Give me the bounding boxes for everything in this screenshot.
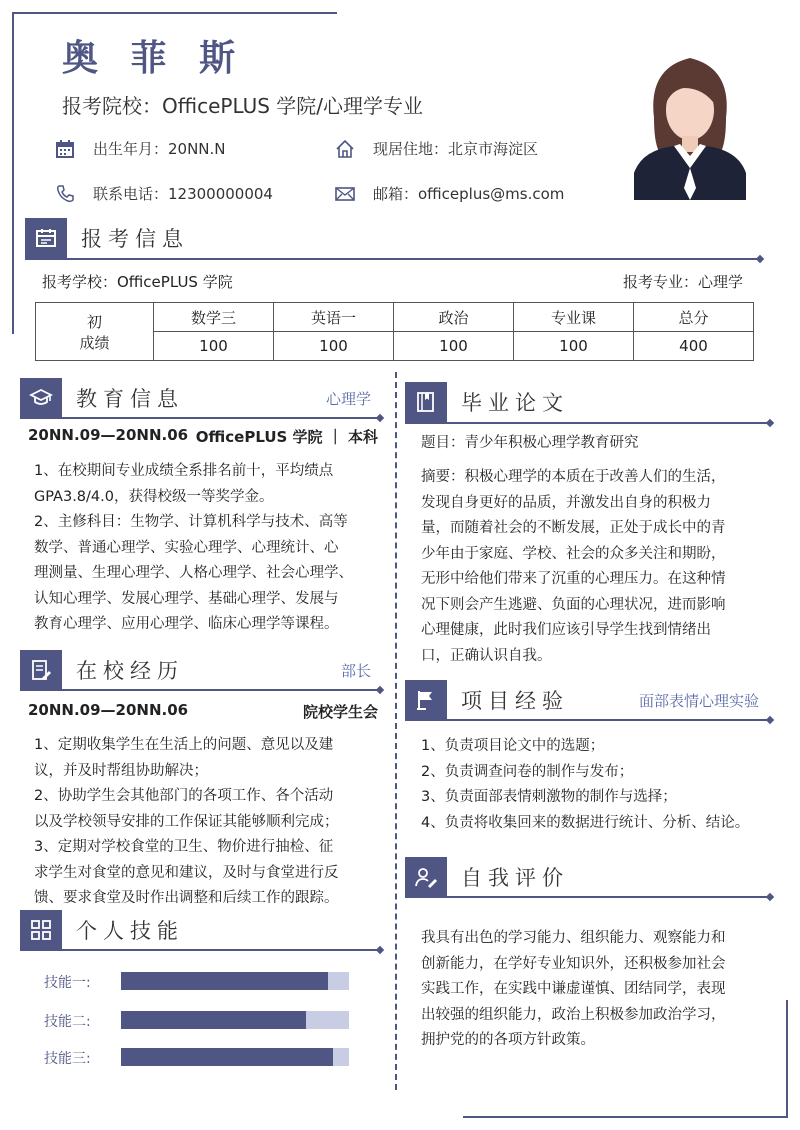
- mail-icon: [335, 184, 355, 204]
- skill-bar-fill: [121, 972, 328, 990]
- skill-bar-track: [121, 1048, 349, 1066]
- campus-org: 院校学生会: [302, 703, 378, 721]
- birth-info: [55, 138, 226, 159]
- score-row-label-bottom: 成绩: [79, 333, 110, 352]
- campus-tag: 部长: [340, 662, 371, 680]
- flag-icon: [414, 688, 438, 712]
- education-details: [34, 459, 384, 638]
- self-evaluation: [421, 926, 776, 1054]
- phone-icon: [55, 184, 75, 204]
- subject-cell: 英语一: [274, 303, 394, 332]
- education-section-header: [20, 378, 385, 418]
- phone-text: 联系电话：12300000004: [93, 185, 273, 203]
- frame-right-line: [786, 1000, 788, 1118]
- subject-cell: 专业课: [514, 303, 634, 332]
- self-line: 我具有出色的学习能力、组织能力、观察能力和: [421, 930, 726, 946]
- calendar-icon: [55, 139, 75, 159]
- email-info: [335, 183, 564, 204]
- education-school: OfficePLUS 学院 ｜ 本科: [195, 428, 378, 446]
- campus-line: 1、定期收集学生在生活上的问题、意见以及建: [34, 737, 334, 753]
- project-section-icon-box: [405, 680, 447, 720]
- project-line: 2、负责调查问卷的制作与发布；: [421, 763, 634, 780]
- score-row-label-top: 初: [86, 312, 102, 331]
- project-section-header: [405, 680, 765, 720]
- table-row: [36, 303, 754, 332]
- education-line: 2、主修科目：生物学、计算机科学与技术、高等: [34, 514, 348, 530]
- self-section-icon-box: [405, 857, 447, 897]
- frame-left-line: [12, 12, 14, 334]
- campus-line: 2、协助学生会其他部门的各项工作、各个活动: [34, 788, 334, 804]
- self-line: 实践工作，在实践中谦虚谨慎、团结同学，表现: [421, 981, 726, 997]
- thesis-line: 况下则会产生逃避、负面的心理状况，进而影响: [421, 596, 726, 613]
- apply-section-underline: [25, 258, 760, 260]
- graduation-cap-icon: [29, 386, 53, 410]
- score-cell: 100: [394, 332, 514, 361]
- book-icon: [414, 390, 438, 414]
- birth-text: 出生年月：20NN.N: [93, 140, 226, 158]
- campus-details: [34, 733, 384, 912]
- thesis-line: 心理健康，此时我们应该引导学生找到情绪出: [421, 622, 711, 638]
- thesis-section-icon-box: [405, 382, 447, 422]
- thesis-line: 摘要：积极心理学的本质在于改善人们的生活，: [421, 469, 726, 485]
- campus-line: 馈、要求食堂及时作出调整和后续工作的跟踪。: [34, 890, 339, 906]
- thesis-line: 量，而随着社会的不断发展，正处于成长中的青: [421, 520, 726, 536]
- campus-line: 求学生对食堂的意见和建议，及时与食堂进行反: [34, 864, 339, 881]
- campus-line: 议，并及时帮组协助解决；: [34, 762, 208, 779]
- apply-major: 报考专业：心理学: [622, 273, 743, 291]
- subject-cell: 政治: [394, 303, 514, 332]
- skill-label: 技能一:: [44, 975, 91, 991]
- project-tag: 面部表情心理实验: [638, 692, 759, 710]
- campus-period: 20NN.09—20NN.06: [28, 701, 189, 719]
- score-cell: 100: [514, 332, 634, 361]
- campus-line: 3、定期对学校食堂的卫生、物价进行抽检、征: [34, 839, 334, 855]
- email-text: 邮箱：officeplus@ms.com: [373, 185, 565, 203]
- skill-bar-track: [121, 972, 349, 990]
- score-cell: 100: [154, 332, 274, 361]
- thesis-section-header: [405, 382, 569, 422]
- education-tag: 心理学: [325, 390, 371, 408]
- project-section-title: 项目经验: [461, 689, 569, 713]
- education-line: GPA3.8/4.0，获得校级一等奖学金。: [34, 488, 274, 505]
- thesis-topic: 题目：青少年积极心理学教育研究: [421, 435, 639, 451]
- score-row-label: [36, 303, 154, 361]
- self-line: 拥护党的的各项方针政策。: [421, 1032, 595, 1048]
- project-line: 3、负责面部表情刺激物的制作与选择；: [421, 789, 677, 805]
- self-section-header: [405, 857, 569, 897]
- candidate-name: 奥 菲 斯: [62, 38, 246, 79]
- education-line: 理测量、生理心理学、人格心理学、社会心理学、: [34, 565, 353, 581]
- apply-section-icon-box: [25, 218, 67, 258]
- thesis-line: 少年由于家庭、学校、社会的众多关注和期盼，: [421, 545, 726, 562]
- column-divider: [395, 372, 397, 1090]
- education-section-icon-box: [20, 378, 62, 418]
- self-line: 创新能力，在学好专业知识外，还积极参加社会: [421, 955, 726, 972]
- skills-section-icon-box: [20, 910, 62, 950]
- thesis-section-underline: [405, 422, 770, 424]
- project-line: 4、负责将收集回来的数据进行统计、分析、结论。: [421, 814, 750, 831]
- education-period: 20NN.09—20NN.06: [28, 426, 189, 444]
- self-section-title: 自我评价: [461, 866, 569, 890]
- campus-section-underline: [20, 689, 380, 691]
- education-line: 教育心理学、应用心理学、临床心理学等课程。: [34, 616, 339, 632]
- apply-section-title: 报考信息: [81, 227, 189, 251]
- avatar: [634, 48, 746, 200]
- campus-section-header: [20, 650, 385, 690]
- subject-cell: 总分: [634, 303, 754, 332]
- self-section-underline: [405, 896, 770, 898]
- user-edit-icon: [414, 865, 438, 889]
- education-line: 数学、普通心理学、实验心理学、心理统计、心: [34, 539, 339, 556]
- project-line: 1、负责项目论文中的选题；: [421, 738, 605, 754]
- apply-school: 报考学校：OfficePLUS 学院: [42, 273, 233, 291]
- subject-cell: 数学三: [154, 303, 274, 332]
- residence-text: 现居住地：北京市海淀区: [373, 140, 539, 158]
- skill-label: 技能二:: [44, 1014, 91, 1030]
- document-edit-icon: [29, 658, 53, 682]
- self-line: 出较强的组织能力，政治上积极参加政治学习，: [421, 1006, 726, 1023]
- education-line: 1、在校期间专业成绩全系排名前十，平均绩点: [34, 463, 334, 479]
- skills-section-header: [20, 910, 184, 950]
- apply-section-header: [25, 218, 189, 258]
- home-icon: [335, 139, 355, 159]
- thesis-line: 口，正确认识自我。: [421, 647, 552, 664]
- target-school: 报考院校：OfficePLUS 学院/心理学专业: [62, 94, 424, 118]
- campus-section-title: 在校经历: [76, 659, 184, 683]
- thesis-line: 发现自身更好的品质，并激发出自身的积极力: [421, 494, 711, 511]
- phone-info: [55, 183, 273, 204]
- skill-bar-fill: [121, 1048, 333, 1066]
- score-cell: 400: [634, 332, 754, 361]
- score-table: [35, 302, 754, 361]
- education-section-title: 教育信息: [76, 387, 184, 411]
- project-details: [421, 734, 776, 836]
- skill-bar-fill: [121, 1011, 306, 1029]
- project-section-underline: [405, 719, 770, 721]
- residence-info: [335, 138, 538, 159]
- score-cell: 100: [274, 332, 394, 361]
- frame-top-line: [12, 12, 337, 14]
- calendar-icon: [34, 226, 58, 250]
- skill-bar-track: [121, 1011, 349, 1029]
- skill-label: 技能三:: [44, 1051, 91, 1067]
- campus-line: 以及学校领导安排的工作保证其能够顺利完成；: [34, 813, 339, 830]
- thesis-abstract: [421, 465, 776, 669]
- frame-bottom-line: [463, 1116, 788, 1118]
- grid-icon: [29, 918, 53, 942]
- education-section-underline: [20, 417, 380, 419]
- campus-section-icon-box: [20, 650, 62, 690]
- thesis-line: 无形中给他们带来了沉重的心理压力。在这种情: [421, 571, 726, 587]
- education-line: 认知心理学、发展心理学、基础心理学、发展与: [34, 590, 339, 607]
- skills-section-title: 个人技能: [76, 919, 184, 943]
- skills-section-underline: [20, 949, 380, 951]
- thesis-section-title: 毕业论文: [461, 391, 569, 415]
